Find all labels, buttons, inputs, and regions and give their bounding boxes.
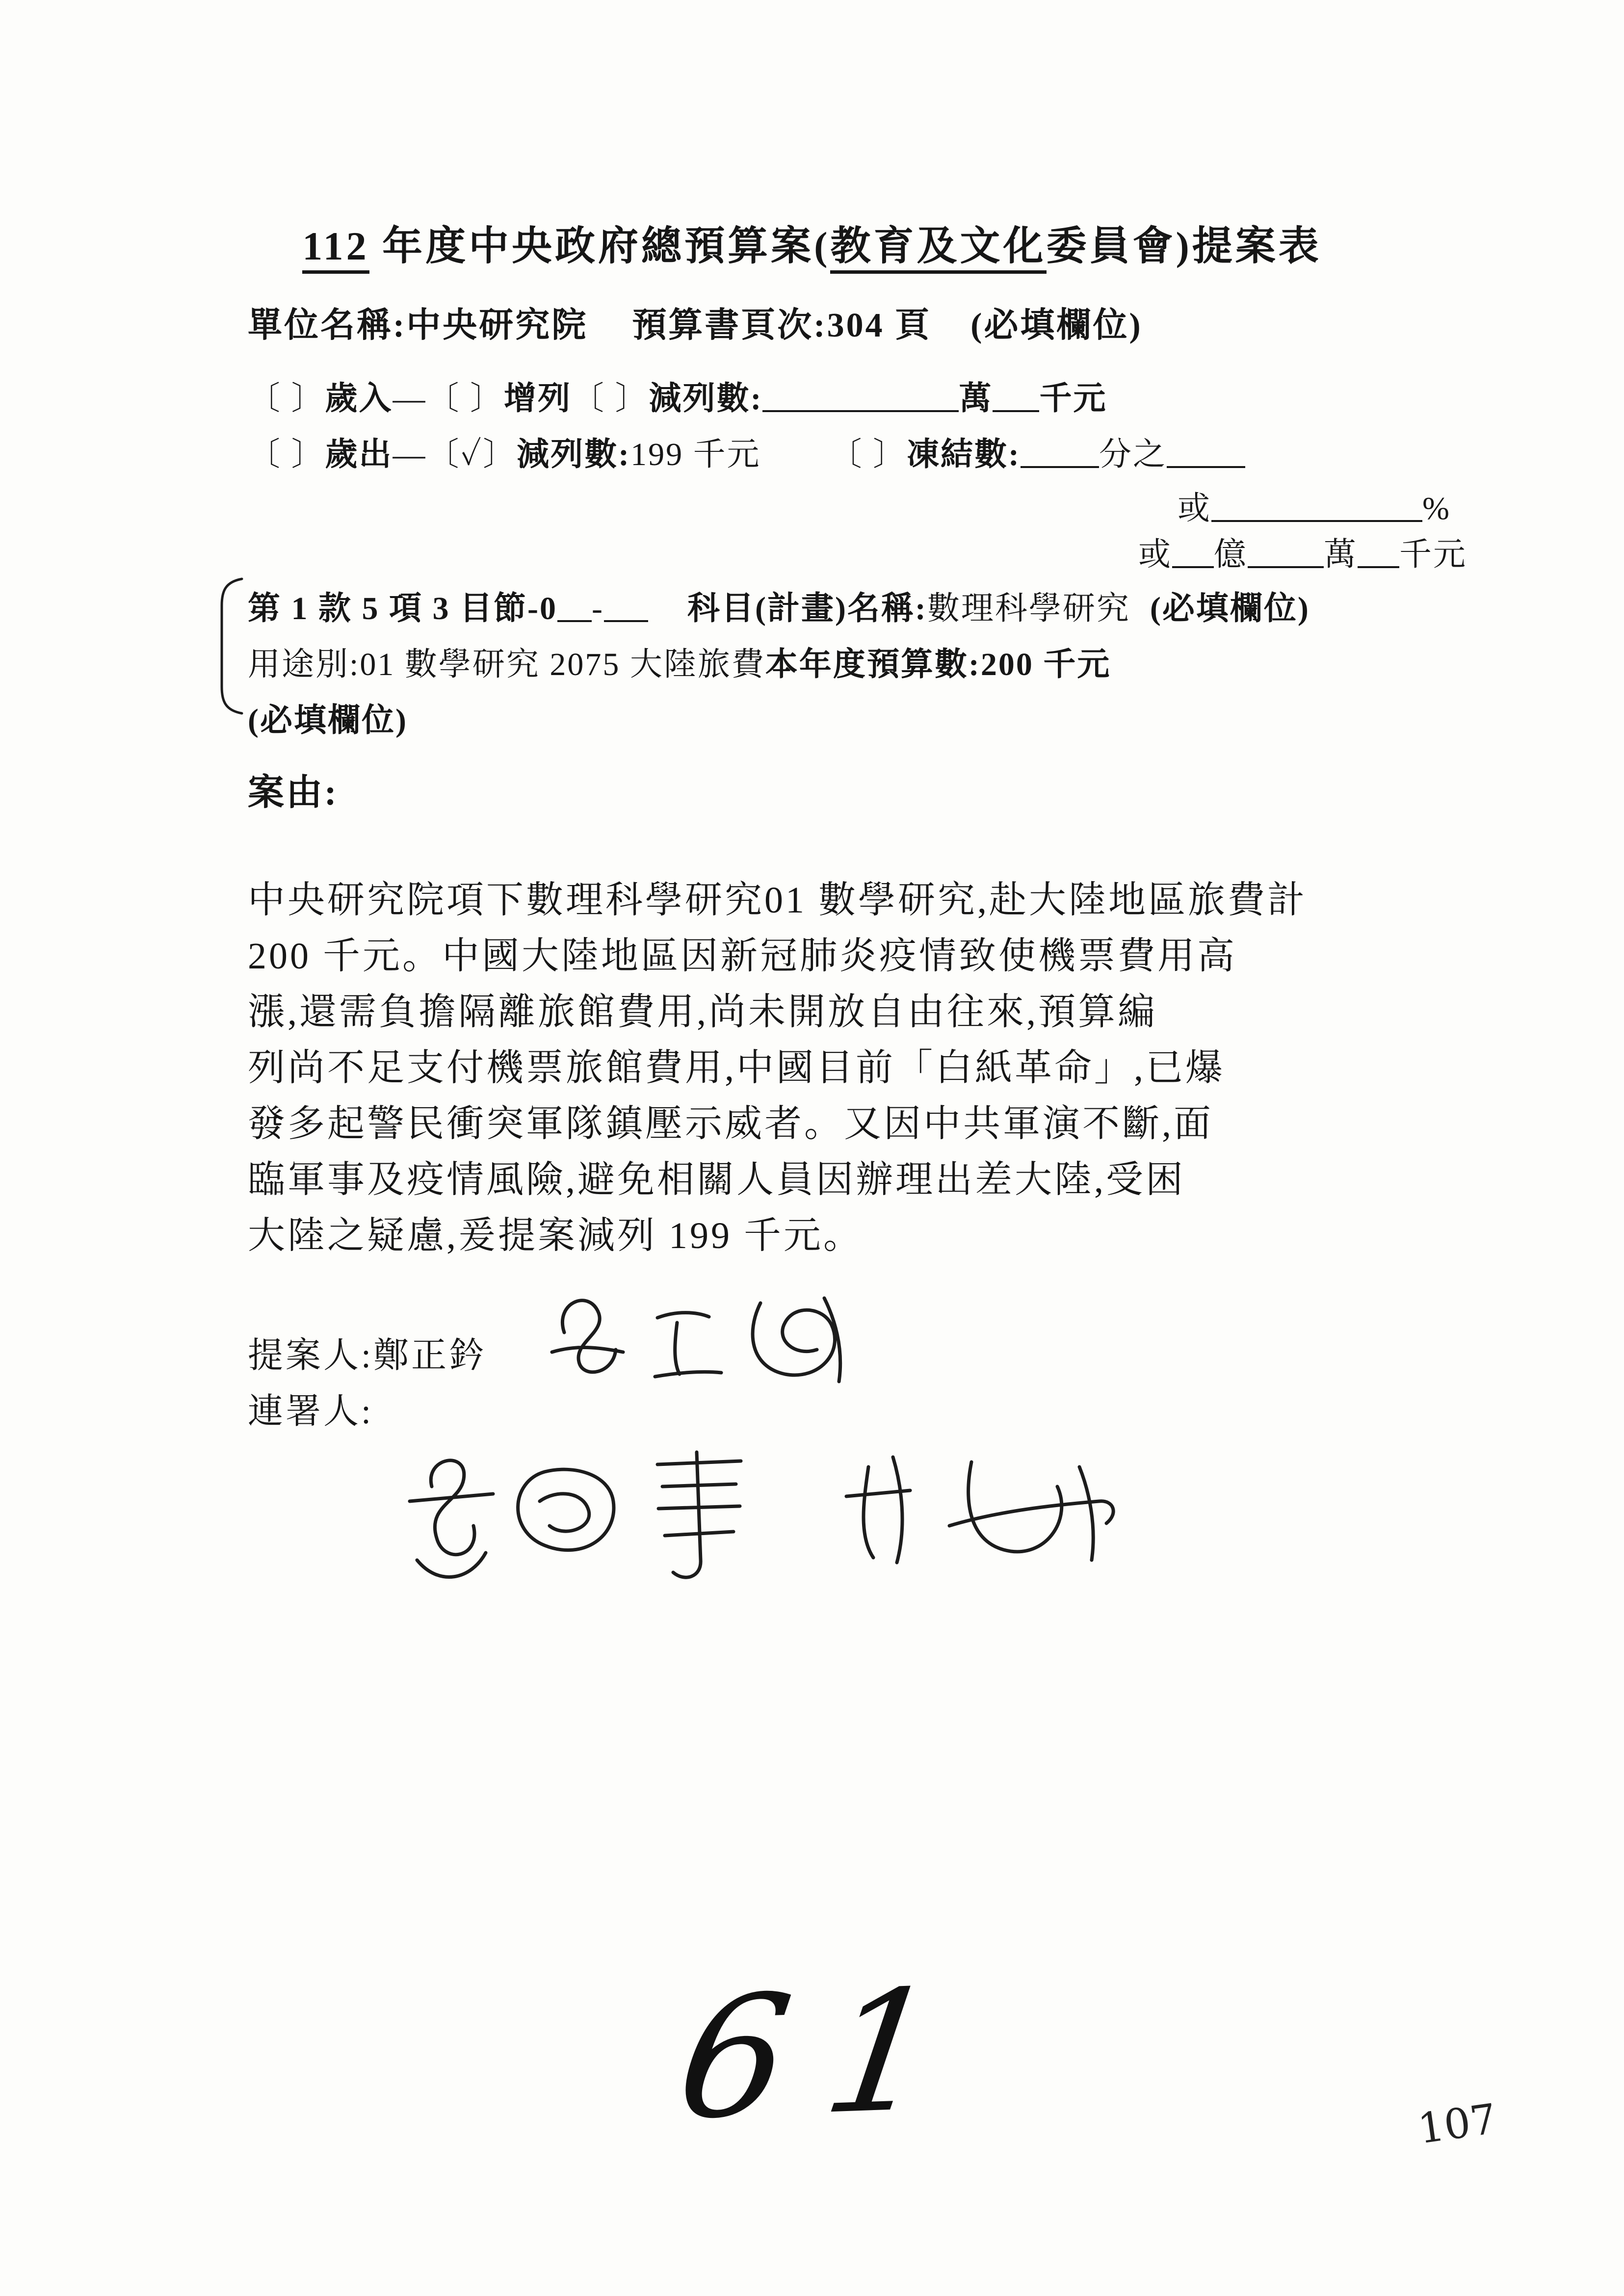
decrease-label: 減列數: [649,381,763,417]
title-committee: 教育及文化 [830,224,1046,274]
body-line: 漲,還需負擔隔離旅館費用,尚未開放自由往來,預算編 [248,991,1157,1033]
required-field-note [248,694,408,740]
expenditure-label: 歲出 [325,437,393,472]
wan-unit-label: 萬 [959,381,993,417]
required-field-note: (必填欄位) [970,307,1143,344]
usage-type-label: 用途別: [248,647,360,682]
subject-name-value: 數理科學研究 [927,591,1130,626]
handwritten-page-number [667,1953,987,2157]
decrease-checkbox-checked: 〔✓〕 [426,437,517,472]
cosigner-label: 連署人: [248,1392,374,1431]
qian-amount-blank [993,382,1039,412]
increase-label: 增列 [504,381,572,417]
freeze-denominator-blank [1167,438,1245,468]
annual-budget-label: 本年度預算數:200 千元 [765,647,1111,682]
wan-unit-label: 萬 [1324,537,1358,573]
unit-row [248,297,1143,347]
clause-dash: - [591,591,604,626]
cosigner-row [248,1383,373,1434]
clause-suffix: -0 [527,591,557,626]
increase-checkbox: 〔 〕 [426,381,504,417]
proposer-row [248,1327,487,1378]
usage-type-value: 01 數學研究 2075 大陸旅費 [360,647,765,682]
fraction-label: 分之 [1099,437,1167,472]
wan-blank [1248,538,1324,568]
decrease-label: 減列數: [517,437,631,472]
dash-mark: — [393,437,427,472]
budget-page-ref: 預算書頁次:304 頁 [632,307,932,344]
or-percent-row [1178,482,1451,528]
percent-blank [1211,492,1422,522]
clause-label: 第 1 款 5 項 3 目節 [248,591,527,626]
cosigner-signature-2 [824,1423,1148,1590]
cosigner-signature-1 [383,1418,785,1604]
body-line: 發多起警民衝突軍隊鎮壓示威者。又因中共軍演不斷,面 [248,1103,1213,1145]
freeze-numerator-blank [1021,438,1099,468]
proposer-label: 提案人: [248,1336,374,1375]
yi-blank [1172,538,1214,568]
dash-mark: — [393,381,427,417]
percent-sign: % [1422,491,1451,526]
expenditure-row [248,428,1245,474]
decrease-checkbox: 〔 〕 [572,381,649,417]
body-line: 200 千元。中國大陸地區因新冠肺炎疫情致使機票費用高 [248,936,1237,977]
yi-unit-label: 億 [1214,537,1248,573]
freeze-checkbox: 〔 〕 [829,437,907,472]
qian-blank [1358,538,1399,568]
freeze-label: 凍結數: [907,437,1021,472]
page-number-text: 61 [667,1952,988,2157]
body-line: 列尚不足支付機票旅館費用,中國目前「白紙革命」,已爆 [248,1047,1225,1089]
clause-blank-2 [604,592,648,622]
left-bracket-mark [215,575,249,717]
case-reason-body [248,872,1307,1264]
title-segment-2: 委員會)提案表 [1046,224,1322,268]
revenue-row [248,372,1107,418]
expenditure-checkbox: 〔 〕 [248,437,325,472]
corner-number-text: 107 [1414,2094,1500,2153]
unit-name-label: 單位名稱:中央研究院 [248,307,588,344]
body-line: 臨軍事及疫情風險,避免相關人員因辦理出差大陸,受困 [248,1159,1185,1200]
title-segment-1: 年度中央政府總預算案( [369,224,831,268]
subject-row-1 [248,582,1310,628]
or-amount-row [1138,528,1467,574]
body-line: 大陸之疑慮,爰提案減列 199 千元。 [248,1215,863,1256]
body-line: 中央研究院項下數理科學研究01 數學研究,赴大陸地區旅費計 [248,880,1307,921]
subject-name-label: 科目(計畫)名稱: [687,591,927,626]
proposer-signature [530,1259,854,1406]
document-title [0,214,1624,271]
proposer-name: 鄭正鈐 [373,1336,487,1375]
or-label: 或 [1178,491,1211,526]
decrease-value: 199 千元 [630,437,761,472]
revenue-checkbox: 〔 〕 [248,381,325,417]
or-label: 或 [1138,537,1172,573]
required-field-note-text: (必填欄位) [248,703,408,738]
clause-blank-1 [557,592,592,622]
case-reason-label [248,763,339,815]
qianyuan-unit-label: 千元 [1039,381,1107,417]
subject-row-2 [248,638,1111,684]
qianyuan-unit-label: 千元 [1399,537,1467,573]
required-field-note: (必填欄位) [1150,591,1310,626]
revenue-label: 歲入 [325,381,393,417]
case-reason-label-text: 案由: [248,773,339,813]
title-year: 112 [302,224,369,274]
handwritten-corner-number [1415,2094,1499,2153]
decrease-amount-blank [762,382,959,412]
